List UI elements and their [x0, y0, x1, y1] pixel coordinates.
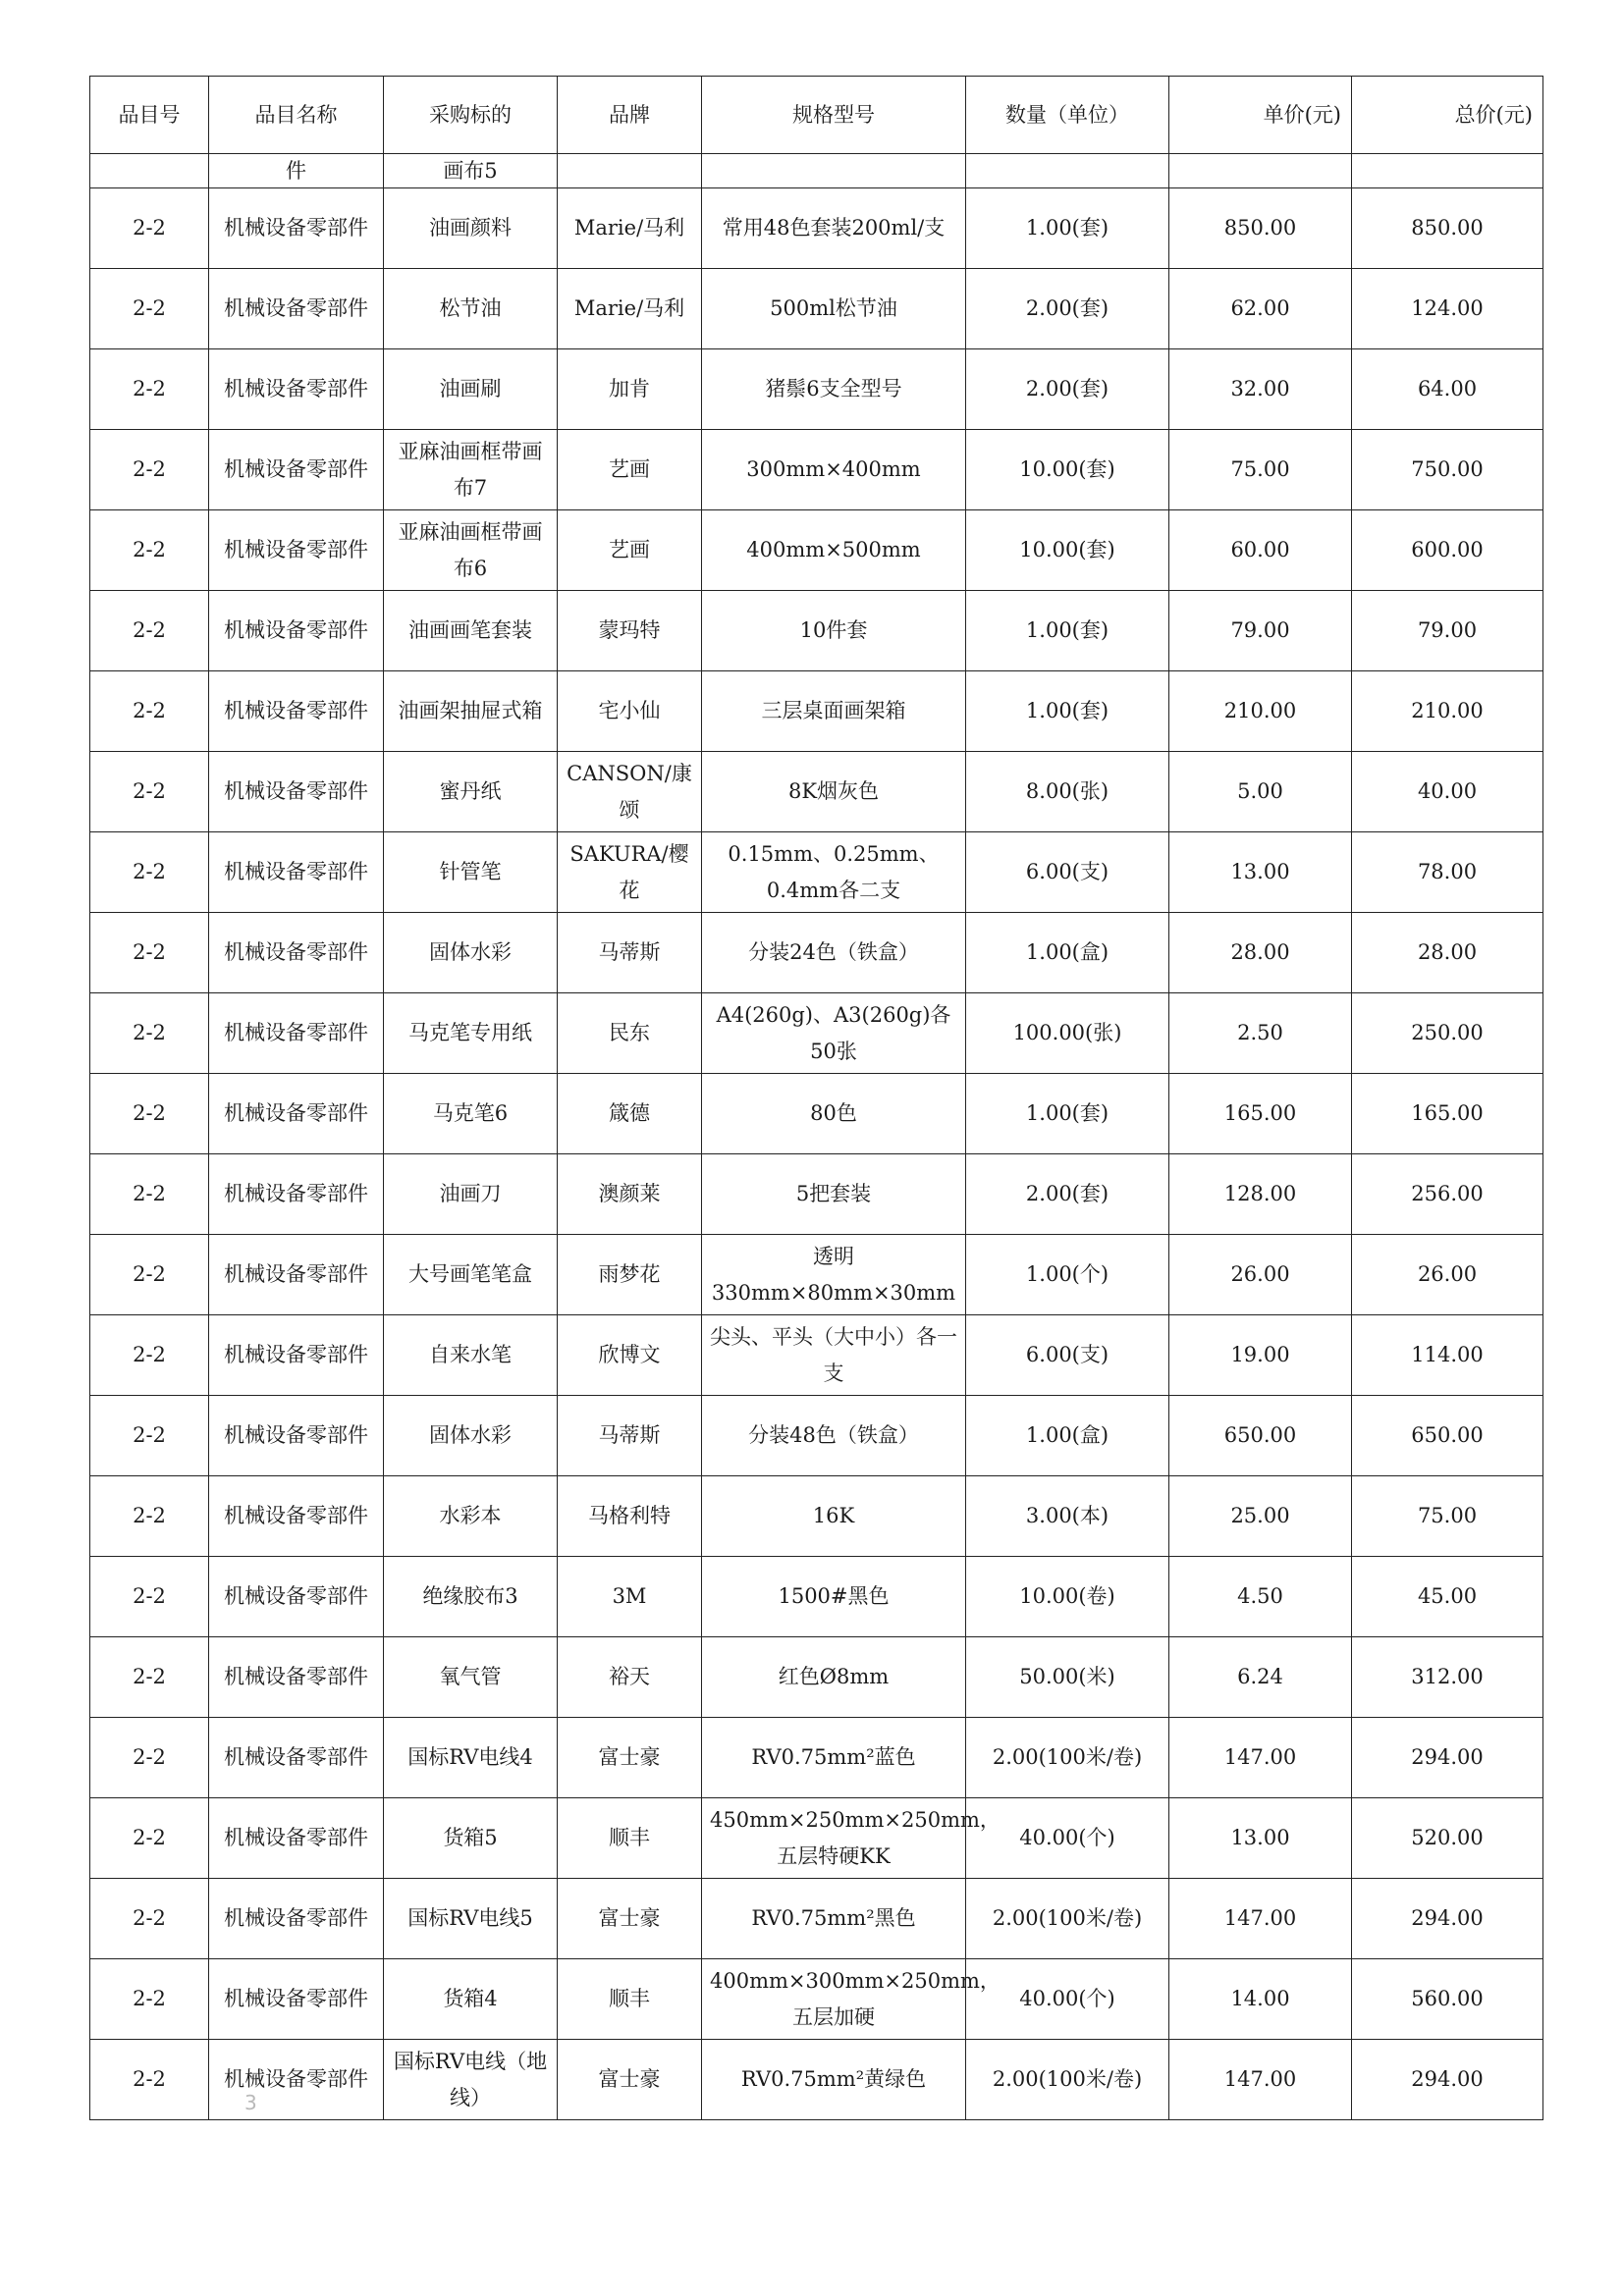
cell-brand: CANSON/康颂: [558, 752, 702, 832]
table-row: [90, 269, 1543, 349]
cell-item-name: 机械设备零部件: [209, 913, 384, 993]
cell-item-no: 2-2: [90, 430, 209, 510]
cell-brand: Marie/马利: [558, 188, 702, 269]
cell-unit-price: 128.00: [1169, 1154, 1352, 1235]
cell-item-name: 机械设备零部件: [209, 1476, 384, 1557]
cell-brand: 顺丰: [558, 1798, 702, 1879]
cell-item-no: 2-2: [90, 1798, 209, 1879]
cell-quantity: 2.00(套): [966, 349, 1169, 430]
cell-item-no: 2-2: [90, 1557, 209, 1637]
cell-item-no: [90, 154, 209, 188]
header-spec: 规格型号: [702, 77, 966, 154]
cell-spec: 分装24色（铁盒）: [702, 913, 966, 993]
cell-purchase-target: 油画架抽屉式箱: [384, 671, 558, 752]
cell-total-price: 650.00: [1352, 1396, 1543, 1476]
cell-quantity: 3.00(本): [966, 1476, 1169, 1557]
cell-quantity: 6.00(支): [966, 1315, 1169, 1396]
table-row: [90, 1557, 1543, 1637]
cell-brand: 欣博文: [558, 1315, 702, 1396]
cell-purchase-target: 国标RV电线5: [384, 1879, 558, 1959]
cell-total-price: 124.00: [1352, 269, 1543, 349]
cell-purchase-target: 固体水彩: [384, 913, 558, 993]
cell-unit-price: 26.00: [1169, 1235, 1352, 1315]
cell-item-no: 2-2: [90, 510, 209, 591]
table-row: [90, 1235, 1543, 1315]
cell-total-price: 750.00: [1352, 430, 1543, 510]
cell-brand: 富士豪: [558, 1718, 702, 1798]
procurement-table: [89, 76, 1543, 2120]
cell-purchase-target: 马克笔专用纸: [384, 993, 558, 1074]
cell-unit-price: 13.00: [1169, 832, 1352, 913]
header-item-no: 品目号: [90, 77, 209, 154]
cell-spec: 分装48色（铁盒）: [702, 1396, 966, 1476]
cell-item-name: 机械设备零部件: [209, 1074, 384, 1154]
cell-purchase-target: 马克笔6: [384, 1074, 558, 1154]
cell-unit-price: 25.00: [1169, 1476, 1352, 1557]
cell-item-name: 机械设备零部件: [209, 1235, 384, 1315]
cell-quantity: 1.00(套): [966, 671, 1169, 752]
table-row: [90, 591, 1543, 671]
cell-spec: RV0.75mm²黄绿色: [702, 2040, 966, 2120]
cell-purchase-target: 国标RV电线4: [384, 1718, 558, 1798]
cell-total-price: 45.00: [1352, 1557, 1543, 1637]
cell-total-price: 79.00: [1352, 591, 1543, 671]
cell-item-name: 机械设备零部件: [209, 671, 384, 752]
cell-item-no: 2-2: [90, 752, 209, 832]
cell-unit-price: 147.00: [1169, 2040, 1352, 2120]
table-row: [90, 510, 1543, 591]
cell-item-name: 机械设备零部件: [209, 269, 384, 349]
table-row: [90, 1637, 1543, 1718]
cell-unit-price: [1169, 154, 1352, 188]
cell-total-price: 78.00: [1352, 832, 1543, 913]
cell-unit-price: 62.00: [1169, 269, 1352, 349]
table-row: [90, 2040, 1543, 2120]
cell-spec: 猪鬃6支全型号: [702, 349, 966, 430]
cell-item-no: 2-2: [90, 671, 209, 752]
cell-unit-price: 19.00: [1169, 1315, 1352, 1396]
table-row: [90, 1154, 1543, 1235]
cell-total-price: 294.00: [1352, 1718, 1543, 1798]
cell-quantity: 8.00(张): [966, 752, 1169, 832]
cell-total-price: 850.00: [1352, 188, 1543, 269]
cell-item-name: 机械设备零部件: [209, 1798, 384, 1879]
cell-item-no: 2-2: [90, 1637, 209, 1718]
cell-spec: A4(260g)、A3(260g)各50张: [702, 993, 966, 1074]
cell-spec: 透明 330mm×80mm×30mm: [702, 1235, 966, 1315]
cell-total-price: 75.00: [1352, 1476, 1543, 1557]
cell-item-name: 机械设备零部件: [209, 510, 384, 591]
cell-spec: 10件套: [702, 591, 966, 671]
cell-total-price: 28.00: [1352, 913, 1543, 993]
cell-purchase-target: 油画画笔套装: [384, 591, 558, 671]
cell-item-name: 机械设备零部件: [209, 1154, 384, 1235]
table-row: [90, 349, 1543, 430]
cell-quantity: 1.00(盒): [966, 913, 1169, 993]
cell-item-no: 2-2: [90, 188, 209, 269]
cell-spec: 红色Ø8mm: [702, 1637, 966, 1718]
continuation-row: [90, 154, 1543, 188]
cell-purchase-target: 油画颜料: [384, 188, 558, 269]
cell-quantity: 2.00(100米/卷): [966, 1718, 1169, 1798]
cell-item-no: 2-2: [90, 1074, 209, 1154]
table-row: [90, 1396, 1543, 1476]
cell-purchase-target: 亚麻油画框带画布6: [384, 510, 558, 591]
cell-purchase-target: 水彩本: [384, 1476, 558, 1557]
cell-item-name: 机械设备零部件: [209, 832, 384, 913]
cell-item-no: 2-2: [90, 993, 209, 1074]
cell-brand: 顺丰: [558, 1959, 702, 2040]
cell-purchase-target: 松节油: [384, 269, 558, 349]
cell-spec: 16K: [702, 1476, 966, 1557]
cell-purchase-target: 自来水笔: [384, 1315, 558, 1396]
table-row: [90, 1798, 1543, 1879]
cell-brand: 马格利特: [558, 1476, 702, 1557]
cell-item-name: 机械设备零部件: [209, 993, 384, 1074]
cell-quantity: 10.00(套): [966, 510, 1169, 591]
cell-unit-price: 2.50: [1169, 993, 1352, 1074]
page-number: 3: [244, 2091, 257, 2114]
cell-purchase-target: 氧气管: [384, 1637, 558, 1718]
cell-unit-price: 850.00: [1169, 188, 1352, 269]
cell-total-price: 26.00: [1352, 1235, 1543, 1315]
cell-unit-price: 14.00: [1169, 1959, 1352, 2040]
cell-unit-price: 165.00: [1169, 1074, 1352, 1154]
cell-total-price: [1352, 154, 1543, 188]
cell-purchase-target: 国标RV电线（地线）: [384, 2040, 558, 2120]
cell-quantity: 1.00(套): [966, 188, 1169, 269]
cell-spec: 8K烟灰色: [702, 752, 966, 832]
cell-item-no: 2-2: [90, 269, 209, 349]
table-row: [90, 913, 1543, 993]
cell-spec: 5把套装: [702, 1154, 966, 1235]
cell-brand: 富士豪: [558, 2040, 702, 2120]
header-row: [90, 77, 1543, 154]
cell-unit-price: 650.00: [1169, 1396, 1352, 1476]
cell-item-name: 机械设备零部件: [209, 1315, 384, 1396]
cell-item-no: 2-2: [90, 1235, 209, 1315]
cell-spec: 500ml松节油: [702, 269, 966, 349]
cell-total-price: 165.00: [1352, 1074, 1543, 1154]
cell-item-name: 机械设备零部件: [209, 430, 384, 510]
cell-item-no: 2-2: [90, 349, 209, 430]
cell-unit-price: 147.00: [1169, 1718, 1352, 1798]
cell-quantity: 1.00(盒): [966, 1396, 1169, 1476]
cell-item-no: 2-2: [90, 2040, 209, 2120]
cell-purchase-target: 蜜丹纸: [384, 752, 558, 832]
cell-spec: 80色: [702, 1074, 966, 1154]
cell-unit-price: 5.00: [1169, 752, 1352, 832]
cell-spec: RV0.75mm²蓝色: [702, 1718, 966, 1798]
cell-item-name: 机械设备零部件: [209, 1637, 384, 1718]
cell-brand: 裕天: [558, 1637, 702, 1718]
cell-brand: SAKURA/樱花: [558, 832, 702, 913]
table-row: [90, 1476, 1543, 1557]
cell-item-no: 2-2: [90, 1396, 209, 1476]
table-row: [90, 832, 1543, 913]
cell-unit-price: 32.00: [1169, 349, 1352, 430]
cell-purchase-target: 画布5: [384, 154, 558, 188]
cell-item-name: 机械设备零部件: [209, 1718, 384, 1798]
cell-total-price: 520.00: [1352, 1798, 1543, 1879]
cell-total-price: 560.00: [1352, 1959, 1543, 2040]
cell-spec: 400mm×500mm: [702, 510, 966, 591]
cell-quantity: [966, 154, 1169, 188]
table-row: [90, 752, 1543, 832]
table-row: [90, 1959, 1543, 2040]
cell-item-name: 件: [209, 154, 384, 188]
cell-quantity: 1.00(个): [966, 1235, 1169, 1315]
table-row: [90, 1879, 1543, 1959]
cell-purchase-target: 货箱5: [384, 1798, 558, 1879]
cell-purchase-target: 亚麻油画框带画布7: [384, 430, 558, 510]
cell-brand: [558, 154, 702, 188]
cell-brand: 澳颜莱: [558, 1154, 702, 1235]
header-unit-price: 单价(元): [1169, 77, 1352, 154]
cell-unit-price: 28.00: [1169, 913, 1352, 993]
cell-brand: 3M: [558, 1557, 702, 1637]
cell-total-price: 600.00: [1352, 510, 1543, 591]
table-row: [90, 430, 1543, 510]
cell-spec: 450mm×250mm×250mm，五层特硬KK: [702, 1798, 966, 1879]
cell-purchase-target: 针管笔: [384, 832, 558, 913]
cell-unit-price: 13.00: [1169, 1798, 1352, 1879]
cell-brand: 富士豪: [558, 1879, 702, 1959]
header-quantity: 数量（单位）: [966, 77, 1169, 154]
cell-quantity: 2.00(100米/卷): [966, 2040, 1169, 2120]
cell-item-no: 2-2: [90, 832, 209, 913]
cell-brand: Marie/马利: [558, 269, 702, 349]
header-purchase-target: 采购标的: [384, 77, 558, 154]
header-brand: 品牌: [558, 77, 702, 154]
cell-item-name: 机械设备零部件: [209, 2040, 384, 2120]
cell-unit-price: 60.00: [1169, 510, 1352, 591]
cell-spec: 400mm×300mm×250mm，五层加硬: [702, 1959, 966, 2040]
cell-quantity: 1.00(套): [966, 591, 1169, 671]
cell-quantity: 100.00(张): [966, 993, 1169, 1074]
table-row: [90, 993, 1543, 1074]
cell-total-price: 312.00: [1352, 1637, 1543, 1718]
cell-total-price: 256.00: [1352, 1154, 1543, 1235]
cell-item-no: 2-2: [90, 913, 209, 993]
cell-quantity: 6.00(支): [966, 832, 1169, 913]
cell-brand: 雨梦花: [558, 1235, 702, 1315]
cell-brand: 马蒂斯: [558, 1396, 702, 1476]
cell-spec: 1500#黑色: [702, 1557, 966, 1637]
table-row: [90, 1718, 1543, 1798]
cell-quantity: 10.00(套): [966, 430, 1169, 510]
table-row: [90, 671, 1543, 752]
cell-spec: 三层桌面画架箱: [702, 671, 966, 752]
cell-item-no: 2-2: [90, 1959, 209, 2040]
cell-quantity: 2.00(套): [966, 269, 1169, 349]
header-total-price: 总价(元): [1352, 77, 1543, 154]
cell-brand: 蒙玛特: [558, 591, 702, 671]
cell-spec: [702, 154, 966, 188]
cell-total-price: 250.00: [1352, 993, 1543, 1074]
cell-total-price: 40.00: [1352, 752, 1543, 832]
cell-purchase-target: 油画刀: [384, 1154, 558, 1235]
table-row: [90, 1315, 1543, 1396]
cell-quantity: 10.00(卷): [966, 1557, 1169, 1637]
cell-unit-price: 147.00: [1169, 1879, 1352, 1959]
cell-purchase-target: 大号画笔笔盒: [384, 1235, 558, 1315]
cell-item-no: 2-2: [90, 1718, 209, 1798]
cell-item-name: 机械设备零部件: [209, 349, 384, 430]
cell-item-no: 2-2: [90, 1154, 209, 1235]
cell-quantity: 40.00(个): [966, 1798, 1169, 1879]
cell-spec: 尖头、平头（大中小）各一支: [702, 1315, 966, 1396]
cell-total-price: 210.00: [1352, 671, 1543, 752]
cell-spec: 0.15mm、0.25mm、0.4mm各二支: [702, 832, 966, 913]
cell-item-name: 机械设备零部件: [209, 1557, 384, 1637]
cell-purchase-target: 货箱4: [384, 1959, 558, 2040]
cell-quantity: 1.00(套): [966, 1074, 1169, 1154]
cell-item-no: 2-2: [90, 591, 209, 671]
cell-purchase-target: 固体水彩: [384, 1396, 558, 1476]
cell-unit-price: 75.00: [1169, 430, 1352, 510]
cell-brand: 箴德: [558, 1074, 702, 1154]
cell-unit-price: 210.00: [1169, 671, 1352, 752]
cell-item-name: 机械设备零部件: [209, 591, 384, 671]
table-row: [90, 188, 1543, 269]
cell-quantity: 2.00(100米/卷): [966, 1879, 1169, 1959]
cell-item-no: 2-2: [90, 1315, 209, 1396]
header-item-name: 品目名称: [209, 77, 384, 154]
cell-brand: 艺画: [558, 430, 702, 510]
cell-purchase-target: 油画刷: [384, 349, 558, 430]
cell-brand: 民东: [558, 993, 702, 1074]
cell-item-name: 机械设备零部件: [209, 1396, 384, 1476]
cell-unit-price: 79.00: [1169, 591, 1352, 671]
cell-unit-price: 6.24: [1169, 1637, 1352, 1718]
cell-total-price: 64.00: [1352, 349, 1543, 430]
cell-total-price: 114.00: [1352, 1315, 1543, 1396]
cell-brand: 宅小仙: [558, 671, 702, 752]
cell-spec: RV0.75mm²黑色: [702, 1879, 966, 1959]
cell-item-name: 机械设备零部件: [209, 188, 384, 269]
cell-brand: 艺画: [558, 510, 702, 591]
cell-quantity: 40.00(个): [966, 1959, 1169, 2040]
cell-total-price: 294.00: [1352, 2040, 1543, 2120]
cell-brand: 马蒂斯: [558, 913, 702, 993]
cell-spec: 常用48色套装200ml/支: [702, 188, 966, 269]
cell-item-no: 2-2: [90, 1476, 209, 1557]
cell-total-price: 294.00: [1352, 1879, 1543, 1959]
cell-brand: 加肯: [558, 349, 702, 430]
cell-unit-price: 4.50: [1169, 1557, 1352, 1637]
cell-item-name: 机械设备零部件: [209, 752, 384, 832]
cell-quantity: 50.00(米): [966, 1637, 1169, 1718]
table-row: [90, 1074, 1543, 1154]
cell-spec: 300mm×400mm: [702, 430, 966, 510]
cell-quantity: 2.00(套): [966, 1154, 1169, 1235]
cell-item-name: 机械设备零部件: [209, 1959, 384, 2040]
cell-item-name: 机械设备零部件: [209, 1879, 384, 1959]
cell-item-no: 2-2: [90, 1879, 209, 1959]
cell-purchase-target: 绝缘胶布3: [384, 1557, 558, 1637]
